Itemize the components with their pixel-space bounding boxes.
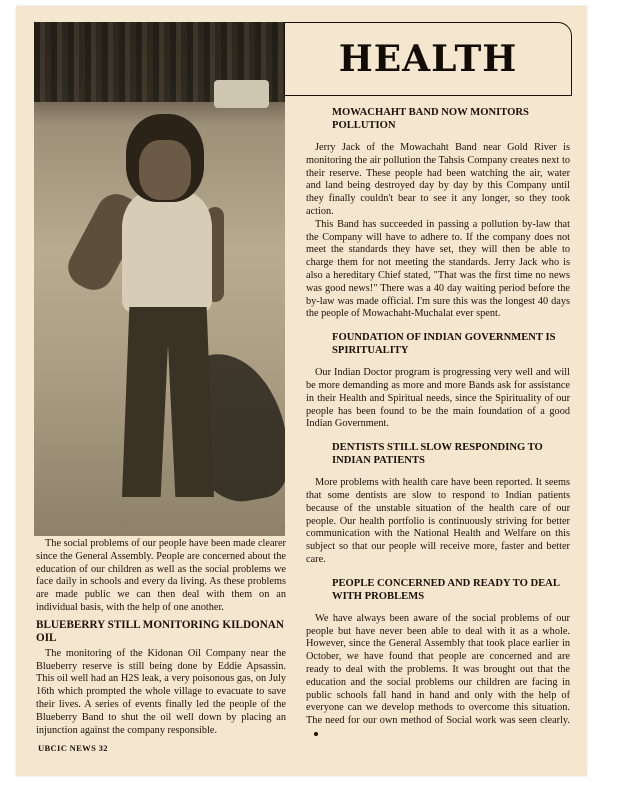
article-headline-blueberry: BLUEBERRY STILL MONITORING KILDONAN OIL	[36, 618, 284, 644]
right-column	[306, 106, 570, 751]
photo-truck	[214, 80, 269, 108]
article-headline: FOUNDATION OF INDIAN GOVERNMENT IS SPIRITUALITY	[332, 332, 556, 357]
child-photo	[34, 22, 285, 536]
left-column	[36, 538, 286, 737]
article-people-concerned	[306, 577, 570, 741]
section-title-box	[284, 22, 572, 96]
article-spirituality	[306, 331, 570, 431]
photo-caption-paragraph: The social problems of our people have been made clearer since the General Assembly. People are concerned about the education of our children as well as the social problems we face daily in schools and every da living. As these problems are made public we can then deal with them on an individual basis, with the help of one another.	[36, 538, 286, 613]
section-title: HEALTH	[338, 38, 518, 80]
article-mowachaht	[306, 106, 570, 321]
article-paragraph	[306, 613, 570, 741]
article-headline: MOWACHAHT BAND NOW MONITORS POLLUTION	[332, 107, 529, 131]
page-footer: UBCIC NEWS 32	[38, 743, 108, 753]
newspaper-page	[16, 6, 587, 776]
article-paragraph: Our Indian Doctor program is progressing very well and will be more demanding as more and more Bands ask for assistance in their Health and Spiritual needs, since the Spirituality of our people has been found to be the main foundation of a good Indian Government.	[306, 367, 570, 430]
article-headline: DENTISTS STILL SLOW RESPONDING TO INDIAN PATIENTS	[332, 442, 543, 467]
end-mark	[314, 732, 318, 736]
article-dentists	[306, 441, 570, 567]
photo-child-pants	[122, 307, 214, 497]
article-paragraph: More problems with health care have been reported. It seems that some dentists are slow to respond to Indian patients because of the unstable situation of the health care of our people. Our health portfolio is continuously striving for better communication with the National Health and Welfare on this subject so that our people will receive more, faster and better care.	[306, 477, 570, 565]
article-paragraph-text: We have always been aware of the social problems of our people but have never been able to deal with it as a whole. However, since the General Assembly that took place earlier in October, we have found that people are concerned and are ready to deal with the problems. It was brought out that the education and the social problems our children are facing in public schools fall hand in hand and only with the help of everyone can we develop methods to overcome this situation. The need for our own method of Social work was seen clearly.	[306, 612, 570, 727]
photo-child-face	[139, 140, 191, 200]
photo-child-shirt	[122, 192, 212, 312]
article-paragraph-blueberry: The monitoring of the Kidonan Oil Company near the Blueberry reserve is still being done by Eddie Apsassin. This oil well had an H2S leak, a very poisonous gas, on July 16th which prompted the whole village to evacuate to save their lives. A series of events finally led the people of the Blueberry Band to shut the oil well down by placing an injunction against the company responsible.	[36, 647, 286, 736]
article-headline: PEOPLE CONCERNED AND READY TO DEAL WITH PROBLEMS	[332, 577, 560, 602]
article-paragraph: This Band has succeeded in passing a pollution by-law that the Company will have to adhere to. If the company does not meet the standards they have set, they will then be able to charge them for not meeting the standards. Jerry Jack who is also a hereditary Chief stated, "That was the first time no news was good news!" There was a 40 day waiting period before the by-law was made official. I'm sure this was the longest 40 days the people of Mowachaht-Muchalat ever spent.	[306, 218, 570, 320]
article-paragraph: Jerry Jack of the Mowachaht Band near Gold River is monitoring the air pollution the Tahsis Company creates next to their reserve. These people had been watching the air, water and land being destroyed day by day by this Company until they finally couldn't bear to see it any longer, so they took action.	[306, 142, 570, 217]
